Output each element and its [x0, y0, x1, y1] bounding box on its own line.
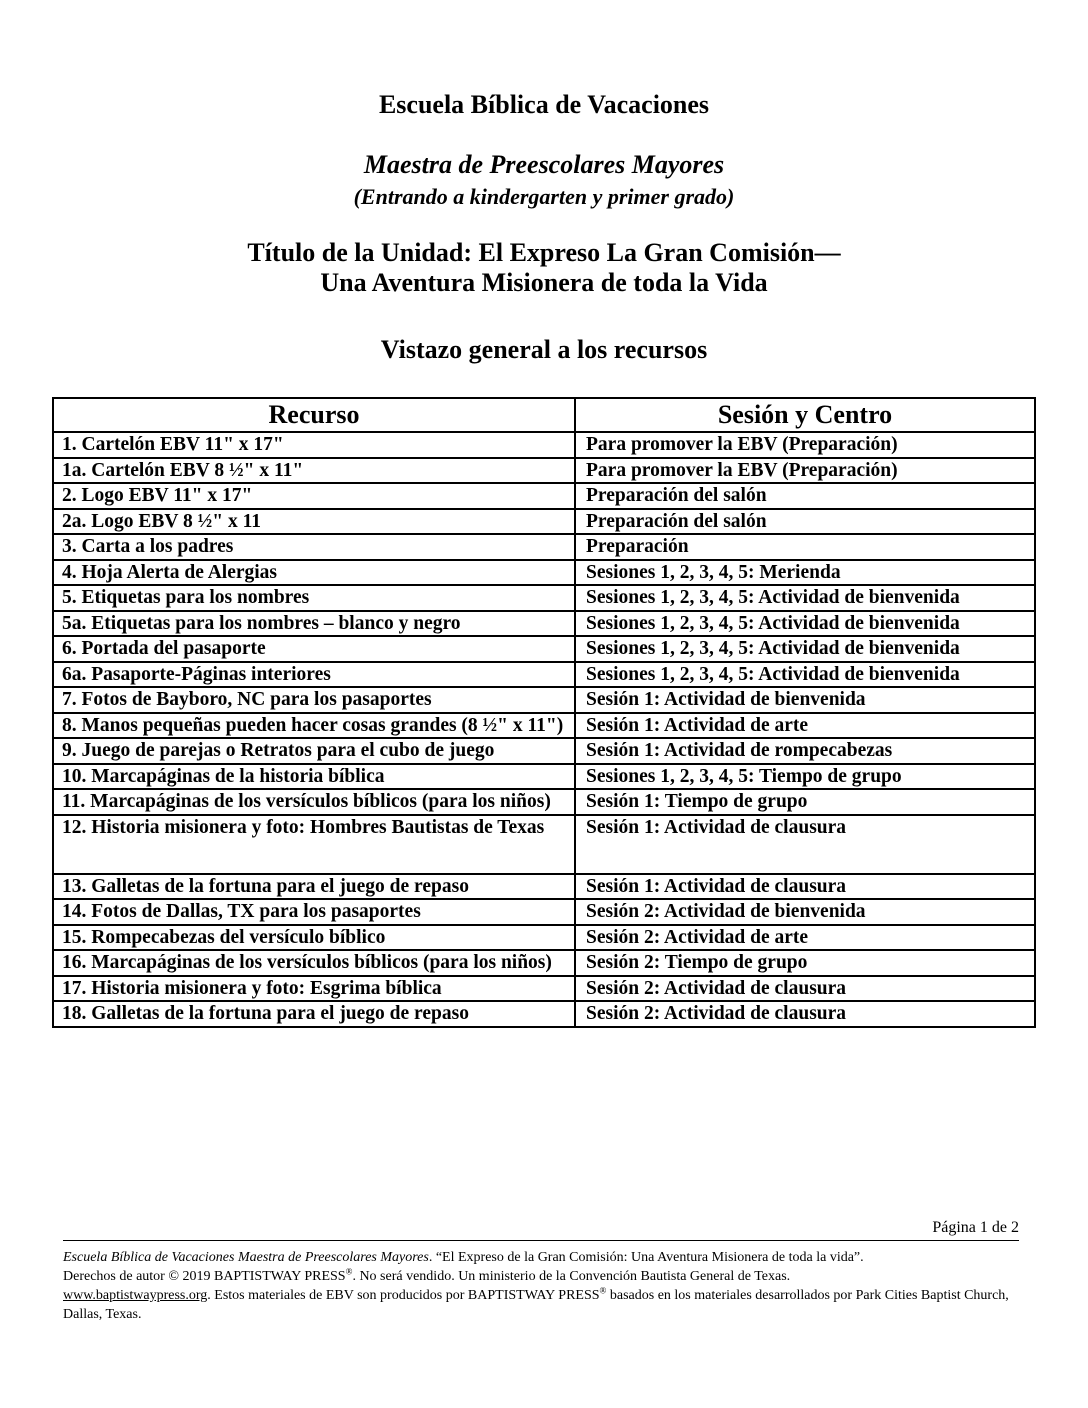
page-number: Página 1 de 2	[63, 1216, 1019, 1241]
table-row	[53, 950, 1035, 976]
table-row	[53, 976, 1035, 1002]
resource-cell: 10. Marcapáginas de la historia bíblica	[53, 764, 575, 790]
table-row	[53, 509, 1035, 535]
resources-table	[52, 397, 1036, 1028]
resource-cell: 1. Cartelón EBV 11" x 17"	[53, 432, 575, 458]
resource-cell: 8. Manos pequeñas pueden hacer cosas grandes (8 ½" x 11")	[53, 713, 575, 739]
header-resource: Recurso	[53, 398, 575, 432]
resource-cell: 6. Portada del pasaporte	[53, 636, 575, 662]
session-cell: Sesión 2: Actividad de arte	[575, 925, 1035, 951]
session-cell: Sesión 1: Actividad de clausura	[575, 815, 1035, 874]
resource-cell: 3. Carta a los padres	[53, 534, 575, 560]
session-cell: Sesiones 1, 2, 3, 4, 5: Tiempo de grupo	[575, 764, 1035, 790]
resource-cell: 9. Juego de parejas o Retratos para el cubo de juego	[53, 738, 575, 764]
footer-book-title: Escuela Bíblica de Vacaciones Maestra de Preescolares Mayores	[63, 1250, 429, 1265]
unit-title-line-2: Una Aventura Misionera de toda la Vida	[320, 268, 768, 297]
resource-cell: 5a. Etiquetas para los nombres – blanco y negro	[53, 611, 575, 637]
table-row	[53, 1001, 1035, 1027]
resource-cell: 2a. Logo EBV 8 ½" x 11	[53, 509, 575, 535]
table-row	[53, 585, 1035, 611]
session-cell: Preparación	[575, 534, 1035, 560]
table-row	[53, 560, 1035, 586]
table-row	[53, 738, 1035, 764]
session-cell: Para promover la EBV (Preparación)	[575, 432, 1035, 458]
session-cell: Sesiones 1, 2, 3, 4, 5: Merienda	[575, 560, 1035, 586]
registered-mark: ®	[599, 1285, 607, 1296]
session-cell: Sesión 1: Tiempo de grupo	[575, 789, 1035, 815]
resource-cell: 15. Rompecabezas del versículo bíblico	[53, 925, 575, 951]
table-row	[53, 899, 1035, 925]
session-cell: Sesión 2: Actividad de bienvenida	[575, 899, 1035, 925]
table-row	[53, 611, 1035, 637]
footer-credit-rest: basados en los materiales desarrollados por Park Cities Baptist Church, Dallas, Texas.	[63, 1288, 1009, 1322]
resource-cell: 13. Galletas de la fortuna para el juego de repaso	[53, 874, 575, 900]
footer-website-link[interactable]: www.baptistwaypress.org	[63, 1288, 208, 1303]
session-cell: Sesión 1: Actividad de clausura	[575, 874, 1035, 900]
unit-title	[0, 238, 1088, 298]
resource-cell: 7. Fotos de Bayboro, NC para los pasaportes	[53, 687, 575, 713]
session-cell: Sesiones 1, 2, 3, 4, 5: Actividad de bienvenida	[575, 585, 1035, 611]
resource-cell: 4. Hoja Alerta de Alergias	[53, 560, 575, 586]
session-cell: Sesión 2: Actividad de clausura	[575, 976, 1035, 1002]
resource-cell: 2. Logo EBV 11" x 17"	[53, 483, 575, 509]
session-cell: Sesión 2: Actividad de clausura	[575, 1001, 1035, 1027]
overview-heading: Vistazo general a los recursos	[380, 335, 708, 364]
table-row	[53, 764, 1035, 790]
resource-cell: 5. Etiquetas para los nombres	[53, 585, 575, 611]
session-cell: Sesiones 1, 2, 3, 4, 5: Actividad de bienvenida	[575, 611, 1035, 637]
table-row	[53, 662, 1035, 688]
session-cell: Sesión 1: Actividad de rompecabezas	[575, 738, 1035, 764]
registered-mark: ®	[345, 1266, 353, 1277]
table-header-row	[53, 398, 1035, 432]
table-row	[53, 713, 1035, 739]
document-title: Escuela Bíblica de Vacaciones	[378, 90, 710, 119]
table-row	[53, 874, 1035, 900]
age-group-note: (Entrando a kindergarten y primer grado)	[353, 184, 735, 209]
session-cell: Sesión 2: Tiempo de grupo	[575, 950, 1035, 976]
table-row	[53, 636, 1035, 662]
table-row	[53, 815, 1035, 874]
table-row	[53, 458, 1035, 484]
resource-cell: 14. Fotos de Dallas, TX para los pasaportes	[53, 899, 575, 925]
resource-cell: 11. Marcapáginas de los versículos bíblicos (para los niños)	[53, 789, 575, 815]
session-cell: Sesiones 1, 2, 3, 4, 5: Actividad de bienvenida	[575, 662, 1035, 688]
table-row	[53, 534, 1035, 560]
unit-title-line-1: Título de la Unidad: El Expreso La Gran Comisión—	[247, 238, 841, 267]
footer-unit-quote: . “El Expreso de la Gran Comisión: Una Aventura Misionera de toda la vida”.	[428, 1250, 864, 1265]
header-session: Sesión y Centro	[575, 398, 1035, 432]
session-cell: Sesión 1: Actividad de bienvenida	[575, 687, 1035, 713]
table-row	[53, 687, 1035, 713]
resource-cell: 16. Marcapáginas de los versículos bíblicos (para los niños)	[53, 950, 575, 976]
resource-cell: 1a. Cartelón EBV 8 ½" x 11"	[53, 458, 575, 484]
resource-cell: 12. Historia misionera y foto: Hombres Bautistas de Texas	[53, 815, 575, 874]
session-cell: Para promover la EBV (Preparación)	[575, 458, 1035, 484]
table-row	[53, 925, 1035, 951]
table-row	[53, 432, 1035, 458]
session-cell: Preparación del salón	[575, 509, 1035, 535]
footer-copyright: Derechos de autor © 2019 BAPTISTWAY PRESS	[63, 1269, 346, 1284]
resource-cell: 17. Historia misionera y foto: Esgrima bíblica	[53, 976, 575, 1002]
resource-cell: 18. Galletas de la fortuna para el juego de repaso	[53, 1001, 575, 1027]
session-cell: Sesión 1: Actividad de arte	[575, 713, 1035, 739]
session-cell: Sesiones 1, 2, 3, 4, 5: Actividad de bienvenida	[575, 636, 1035, 662]
table-row	[53, 789, 1035, 815]
footer-copyright-rest: . No será vendido. Un ministerio de la Convención Bautista General de Texas.	[352, 1269, 791, 1284]
footer-notice	[63, 1248, 1019, 1324]
session-cell: Preparación del salón	[575, 483, 1035, 509]
document-subtitle: Maestra de Preescolares Mayores	[363, 150, 725, 179]
resource-cell: 6a. Pasaporte-Páginas interiores	[53, 662, 575, 688]
footer-credit: . Estos materiales de EBV son producidos por BAPTISTWAY PRESS	[207, 1288, 600, 1303]
table-row	[53, 483, 1035, 509]
